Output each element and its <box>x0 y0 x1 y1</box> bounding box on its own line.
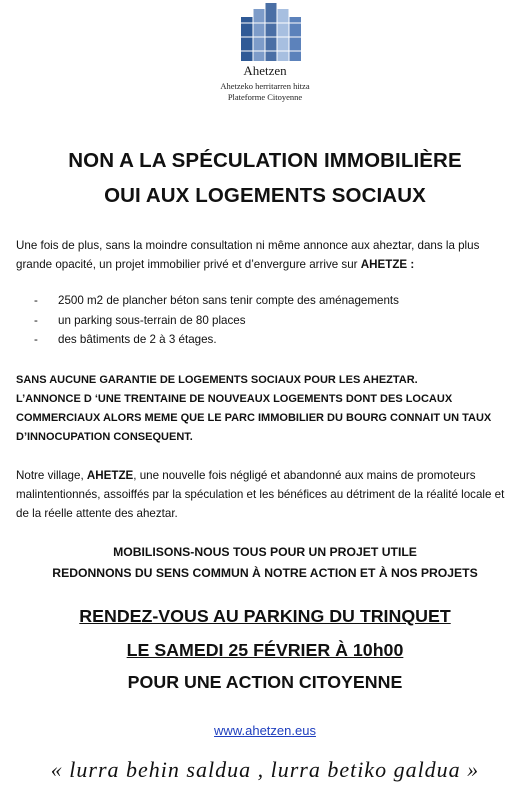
dash-bullet: - <box>34 313 38 327</box>
headline-line-1: NON A LA SPÉCULATION IMMOBILIÈRE <box>68 149 462 172</box>
list-item <box>16 311 496 331</box>
list-item <box>16 330 496 350</box>
intro-emphasis: AHETZE : <box>360 258 415 271</box>
list-item-text: un parking sous-terrain de 80 places <box>58 313 246 327</box>
dash-bullet: - <box>34 333 38 346</box>
website-link[interactable]: www.ahetzen.eus <box>214 723 316 738</box>
warning-line-2: L’ANNONCE D ‘UNE TRENTAINE DE NOUVEAUX LOGEMENTS DONT DES LOCAUX COMMERCIAUX ALORS MEME QUE LE PARC IMMOBILIER DU BOURG CONNAIT UN TAUX D’INNOCUPATION CONSEQUENT. <box>16 393 492 443</box>
rendezvous-place: RENDEZ-VOUS AU PARKING DU TRINQUET <box>79 606 451 626</box>
warning-line-1: SANS AUCUNE GARANTIE DE LOGEMENTS SOCIAUX POUR LES AHEZTAR. <box>16 374 418 386</box>
village-paragraph <box>16 466 516 523</box>
intro-paragraph <box>16 236 516 274</box>
logo-tagline-basque: Ahetzeko herritarren hitza <box>220 81 310 91</box>
dash-bullet: - <box>34 294 38 307</box>
mobilise-line-2: REDONNONS DU SENS COMMUN À NOTRE ACTION ET À NOS PROJETS <box>52 566 478 580</box>
mobilise-line-1: MOBILISONS-NOUS TOUS POUR UN PROJET UTILE <box>113 545 417 559</box>
rendezvous-date: LE SAMEDI 25 FÉVRIER À 10h00 <box>126 640 404 660</box>
logo-name: Ahetzen <box>243 63 287 78</box>
list-item-text: des bâtiments de 2 à 3 étages. <box>58 333 217 346</box>
list-item <box>16 291 496 311</box>
logo-mark-icon <box>241 3 302 61</box>
village-emphasis: AHETZE <box>86 469 134 482</box>
intro-text: Une fois de plus, sans la moindre consultation ni même annonce aux aheztar, dans la plus grande opacité, un projet immobilier privé et d’envergure arrive sur <box>16 239 480 271</box>
list-item-text: 2500 m2 de plancher béton sans tenir compte des aménagements <box>58 294 399 307</box>
village-text-after: , une nouvelle fois négligé et abandonné aux mains de promoteurs malintentionnés, assoiffés par la spéculation et les bénéfices au détriment de la réalité locale et de la réelle attente des aheztar. <box>16 469 505 520</box>
warning-block <box>16 371 521 447</box>
logo-tagline-french: Plateforme Citoyenne <box>227 92 303 102</box>
project-details-list <box>16 291 496 350</box>
headline-line-2: OUI AUX LOGEMENTS SOCIAUX <box>104 184 426 207</box>
village-text-before: Notre village, <box>16 469 87 482</box>
motto-quote: « lurra behin saldua , lurra betiko galdua » <box>50 757 480 782</box>
rendezvous-purpose: POUR UNE ACTION CITOYENNE <box>127 672 403 692</box>
